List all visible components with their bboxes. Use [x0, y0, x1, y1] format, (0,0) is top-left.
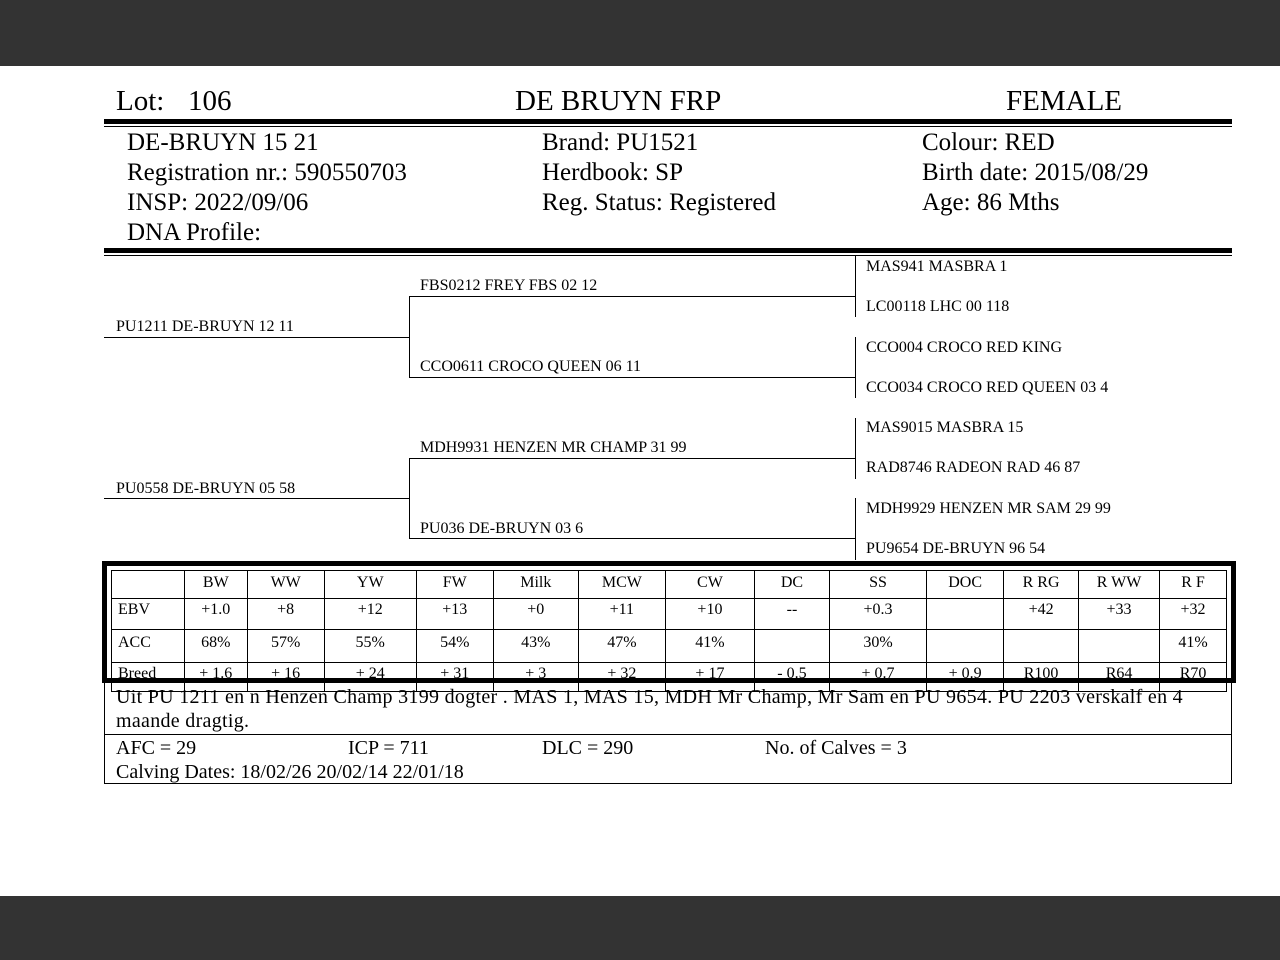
dam-bracket — [409, 458, 410, 539]
pedigree-ggp-5: MAS9015 MASBRA 15 — [866, 419, 1024, 436]
ebv-cell: +12 — [324, 599, 416, 630]
dam-sire-line — [409, 458, 855, 459]
pedigree-ggp-7: MDH9929 HENZEN MR SAM 29 99 — [866, 500, 1111, 517]
acc-cell: 68% — [184, 630, 247, 663]
pedigree-ggp-4: CCO034 CROCO RED QUEEN 03 4 — [866, 379, 1109, 396]
animal-name: DE-BRUYN 15 21 — [127, 129, 319, 156]
ebv-cell: +10 — [665, 599, 754, 630]
ebv-header-row — [112, 571, 1227, 599]
sire-line — [104, 337, 410, 338]
ebv-cell: +0 — [493, 599, 578, 630]
ebv-cell: +13 — [416, 599, 493, 630]
info-rule-thin — [104, 255, 1232, 256]
pedigree-dam-dam: PU036 DE-BRUYN 03 6 — [420, 520, 584, 537]
dam-dam-line — [409, 538, 855, 539]
ggp-bracket-2 — [855, 337, 856, 398]
ebv-header-cell: R RG — [1004, 571, 1079, 599]
acc-cell: 41% — [1160, 630, 1227, 663]
header-rule-thin — [104, 126, 1232, 127]
ebv-table — [111, 570, 1227, 692]
dlc: DLC = 290 — [542, 737, 634, 759]
number-of-calves: No. of Calves = 3 — [765, 737, 907, 759]
breed-cell: R64 — [1079, 663, 1160, 692]
afc: AFC = 29 — [116, 737, 197, 759]
breed-cell: + 24 — [324, 663, 416, 692]
table-row — [112, 599, 1227, 630]
breed-cell: + 3 — [493, 663, 578, 692]
ebv-header-cell: R F — [1160, 571, 1227, 599]
acc-cell — [1079, 630, 1160, 663]
breed-cell: R100 — [1004, 663, 1079, 692]
ebv-cell: +32 — [1160, 599, 1227, 630]
ggp-bracket-3 — [855, 418, 856, 479]
breed-cell: + 16 — [247, 663, 324, 692]
acc-cell: 55% — [324, 630, 416, 663]
ebv-row-label: EBV — [112, 599, 185, 630]
ebv-cell: +33 — [1079, 599, 1160, 630]
table-row — [112, 630, 1227, 663]
ebv-header-cell: WW — [247, 571, 324, 599]
lot-number: 106 — [188, 85, 232, 117]
breed-row-label: Breed — [112, 663, 185, 692]
breeder-name: DE BRUYN FRP — [515, 85, 722, 117]
acc-cell: 43% — [493, 630, 578, 663]
ggp-bracket-1 — [855, 256, 856, 317]
acc-cell: 57% — [247, 630, 324, 663]
breed-cell: R70 — [1160, 663, 1227, 692]
pedigree-ggp-1: MAS941 MASBRA 1 — [866, 258, 1008, 275]
pedigree-sire-sire: FBS0212 FREY FBS 02 12 — [420, 277, 598, 294]
acc-cell: 41% — [665, 630, 754, 663]
registration-number: Registration nr.: 590550703 — [127, 159, 407, 186]
ebv-cell: +1.0 — [184, 599, 247, 630]
lot-label: Lot: — [116, 85, 165, 117]
breed-cell: + 32 — [578, 663, 665, 692]
brand: Brand: PU1521 — [542, 129, 699, 156]
pedigree-ggp-8: PU9654 DE-BRUYN 96 54 — [866, 540, 1046, 557]
ebv-header-cell: DC — [755, 571, 830, 599]
ebv-cell — [927, 599, 1004, 630]
ebv-header-cell: Milk — [493, 571, 578, 599]
sire-sire-line — [409, 296, 855, 297]
ebv-cell: -- — [755, 599, 830, 630]
ebv-header-cell: FW — [416, 571, 493, 599]
acc-cell: 30% — [829, 630, 926, 663]
ebv-cell: +8 — [247, 599, 324, 630]
acc-cell: 54% — [416, 630, 493, 663]
ebv-table-frame — [102, 561, 1236, 683]
top-bar — [0, 0, 1280, 66]
reg-status: Reg. Status: Registered — [542, 189, 776, 216]
remarks-text: Uit PU 1211 en n Henzen Champ 3199 dogter . MAS 1, MAS 15, MDH Mr Champ, Mr Sam en PU 9654. PU 2203 verskalf en 4 maande dragtig. — [116, 686, 1183, 732]
bottom-bar — [0, 896, 1280, 960]
inspection-date: INSP: 2022/09/06 — [127, 189, 309, 216]
pedigree-dam-sire: MDH9931 HENZEN MR CHAMP 31 99 — [420, 439, 687, 456]
ebv-header-cell — [112, 571, 185, 599]
ebv-header-cell: R WW — [1079, 571, 1160, 599]
remarks-divider — [104, 734, 1232, 735]
ebv-cell: +42 — [1004, 599, 1079, 630]
ggp-bracket-4 — [855, 498, 856, 560]
ebv-header-cell: SS — [829, 571, 926, 599]
acc-cell — [755, 630, 830, 663]
age: Age: 86 Mths — [922, 189, 1060, 216]
pedigree-sire-dam: CCO0611 CROCO QUEEN 06 11 — [420, 358, 642, 375]
ebv-cell: +0.3 — [829, 599, 926, 630]
dna-profile: DNA Profile: — [127, 219, 262, 246]
pedigree-ggp-3: CCO004 CROCO RED KING — [866, 339, 1063, 356]
breed-cell: + 0.9 — [927, 663, 1004, 692]
ebv-header-cell: BW — [184, 571, 247, 599]
sire-bracket — [409, 296, 410, 378]
ebv-cell: +11 — [578, 599, 665, 630]
icp: ICP = 711 — [348, 737, 429, 759]
pedigree-ggp-6: RAD8746 RADEON RAD 46 87 — [866, 459, 1081, 476]
dam-line — [104, 498, 410, 499]
ebv-header-cell: MCW — [578, 571, 665, 599]
header-rule-thick — [104, 119, 1232, 124]
sex-label: FEMALE — [1006, 85, 1122, 117]
sire-dam-line — [409, 377, 855, 378]
acc-cell — [927, 630, 1004, 663]
info-rule-thick — [104, 248, 1232, 253]
acc-cell — [1004, 630, 1079, 663]
ebv-header-cell: DOC — [927, 571, 1004, 599]
breed-cell: - 0.5 — [755, 663, 830, 692]
pedigree-dam: PU0558 DE-BRUYN 05 58 — [116, 480, 296, 497]
pedigree-ggp-2: LC00118 LHC 00 118 — [866, 298, 1010, 315]
breed-cell: + 31 — [416, 663, 493, 692]
herdbook: Herdbook: SP — [542, 159, 683, 186]
colour: Colour: RED — [922, 129, 1055, 156]
ebv-header-cell: CW — [665, 571, 754, 599]
breed-cell: + 1.6 — [184, 663, 247, 692]
birth-date: Birth date: 2015/08/29 — [922, 159, 1149, 186]
ebv-header-cell: YW — [324, 571, 416, 599]
calving-dates: Calving Dates: 18/02/26 20/02/14 22/01/18 — [116, 761, 464, 783]
pedigree-sire: PU1211 DE-BRUYN 12 11 — [116, 318, 294, 335]
breed-cell: + 0.7 — [829, 663, 926, 692]
acc-cell: 47% — [578, 630, 665, 663]
acc-row-label: ACC — [112, 630, 185, 663]
breed-cell: + 17 — [665, 663, 754, 692]
